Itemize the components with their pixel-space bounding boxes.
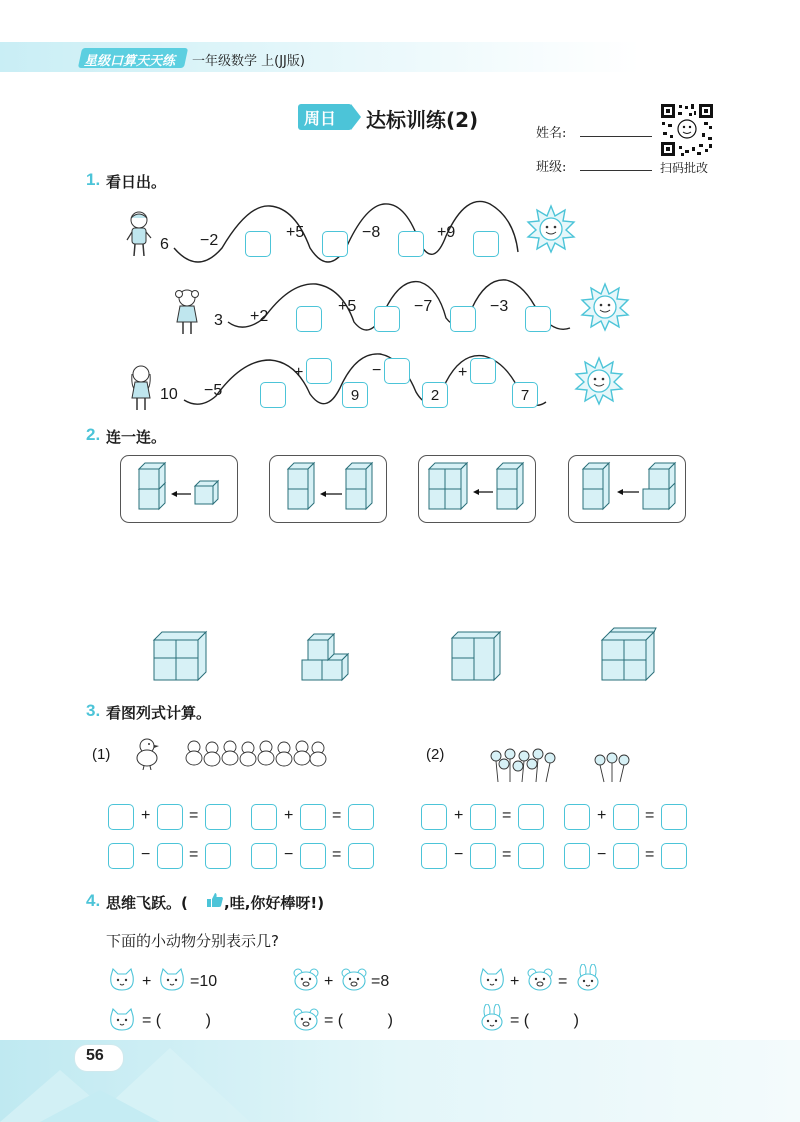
plus-sign: + — [510, 973, 520, 990]
row1-answer-box-4[interactable] — [473, 231, 499, 257]
eq-box[interactable] — [300, 843, 326, 869]
eq2-result: =8 — [371, 973, 390, 990]
eq-box[interactable] — [661, 843, 687, 869]
eq-box[interactable] — [421, 843, 447, 869]
name-label: 姓名: — [536, 126, 567, 141]
row2-answer-box-4[interactable] — [525, 306, 551, 332]
equals-sign: = — [189, 846, 199, 863]
match-card-3[interactable] — [418, 455, 536, 523]
rabbit-answer[interactable]: = ( ) — [510, 1012, 579, 1029]
row2-start: 3 — [214, 312, 223, 329]
row1-answer-box-3[interactable] — [398, 231, 424, 257]
chick-group-icon — [184, 738, 328, 770]
qr-code-icon[interactable] — [659, 102, 715, 158]
bear-face-icon — [292, 968, 320, 992]
eq-box[interactable] — [470, 804, 496, 830]
eq-box[interactable] — [300, 804, 326, 830]
plus-sign: + — [284, 807, 294, 824]
chick-icon — [134, 736, 160, 770]
section4-number: 4. — [86, 891, 101, 910]
row2-answer-box-1[interactable] — [296, 306, 322, 332]
row3-sign3: + — [458, 364, 468, 381]
eq-box[interactable] — [613, 804, 639, 830]
bear-face-icon — [526, 968, 554, 992]
eq-box[interactable] — [205, 843, 231, 869]
child-girl-icon — [172, 288, 202, 338]
cat-answer[interactable]: = ( ) — [142, 1012, 211, 1029]
thumbs-up-icon — [206, 892, 224, 908]
row3-op-box-2[interactable] — [384, 358, 410, 384]
eq-box[interactable] — [348, 843, 374, 869]
row3-given-1: 9 — [342, 382, 368, 408]
match-card-1[interactable] — [120, 455, 238, 523]
eq-box[interactable] — [157, 804, 183, 830]
equals-sign: = — [332, 846, 342, 863]
row1-op1: −2 — [200, 232, 219, 249]
sun-icon — [574, 356, 624, 406]
section3-number: 3. — [86, 701, 101, 720]
equals-sign: = — [502, 846, 512, 863]
eq-box[interactable] — [421, 804, 447, 830]
section3-title: 看图列式计算。 — [106, 704, 212, 722]
row1-start: 6 — [160, 236, 169, 253]
class-line[interactable] — [580, 170, 652, 171]
rabbit-face-icon — [574, 964, 602, 992]
equals-sign: = — [332, 807, 342, 824]
eq-box[interactable] — [108, 804, 134, 830]
row3-answer-box-1[interactable] — [260, 382, 286, 408]
page-number: 56 — [86, 1047, 104, 1064]
eq-box[interactable] — [348, 804, 374, 830]
row3-start: 10 — [160, 386, 178, 403]
minus-sign: − — [284, 846, 294, 863]
section1-number: 1. — [86, 170, 101, 189]
row2-op2: +5 — [338, 298, 357, 315]
equals-sign: = — [189, 807, 199, 824]
name-line[interactable] — [580, 136, 652, 137]
flower-group-icon — [592, 752, 632, 784]
row3-given-2: 2 — [422, 382, 448, 408]
eq-box[interactable] — [518, 804, 544, 830]
eq-box[interactable] — [205, 804, 231, 830]
bear-answer[interactable]: = ( ) — [324, 1012, 393, 1029]
plus-sign: + — [142, 973, 152, 990]
row3-op1: −5 — [204, 382, 223, 399]
eq-box[interactable] — [613, 843, 639, 869]
row3-op-box-3[interactable] — [470, 358, 496, 384]
eq-box[interactable] — [518, 843, 544, 869]
section4-title-rest: ,哇,你好棒呀!) — [224, 894, 325, 912]
sun-icon — [580, 282, 630, 332]
eq-box[interactable] — [564, 804, 590, 830]
row1-op2: +5 — [286, 224, 305, 241]
cat-face-icon — [158, 968, 186, 992]
section4-title: 思维飞跃。( — [106, 894, 188, 912]
row1-op4: +9 — [437, 224, 456, 241]
row1-answer-box-1[interactable] — [245, 231, 271, 257]
row2-op1: +2 — [250, 308, 269, 325]
row3-sign1: + — [294, 364, 304, 381]
scan-label: 扫码批改 — [660, 161, 709, 175]
sun-icon — [526, 204, 576, 254]
match-card-2[interactable] — [269, 455, 387, 523]
eq1-result: =10 — [190, 973, 218, 990]
bear-face-icon — [340, 968, 368, 992]
eq-box[interactable] — [564, 843, 590, 869]
header-series: 星级口算天天练 — [84, 54, 176, 69]
plus-sign: + — [597, 807, 607, 824]
class-label: 班级: — [536, 160, 567, 175]
plus-sign: + — [454, 807, 464, 824]
cat-face-icon — [108, 968, 136, 992]
rabbit-face-icon — [478, 1004, 506, 1032]
child-girl-icon — [126, 364, 156, 414]
plus-sign: + — [141, 807, 151, 824]
row3-sign2: − — [372, 362, 382, 379]
section2-number: 2. — [86, 425, 101, 444]
header-grade: 一年级数学 上(JJ版) — [192, 54, 305, 69]
equals-sign: = — [645, 807, 655, 824]
plus-sign: + — [324, 973, 334, 990]
part1-label: (1) — [92, 746, 111, 763]
minus-sign: − — [597, 846, 607, 863]
cube-group-c[interactable] — [448, 628, 504, 684]
row1-op3: −8 — [362, 224, 381, 241]
section2-title: 连一连。 — [106, 428, 167, 446]
flower-group-icon — [486, 748, 558, 784]
row1-answer-box-2[interactable] — [322, 231, 348, 257]
eq-box[interactable] — [251, 804, 277, 830]
cat-face-icon — [478, 968, 506, 992]
eq-box[interactable] — [251, 843, 277, 869]
cube-group-a[interactable] — [150, 628, 210, 684]
equals-sign: = — [502, 807, 512, 824]
title-badge: 周日 — [304, 109, 337, 128]
row2-answer-box-2[interactable] — [374, 306, 400, 332]
title-badge-arrow — [351, 104, 361, 130]
bear-face-icon — [292, 1008, 320, 1032]
row2-op3: −7 — [414, 298, 433, 315]
row3-given-3: 7 — [512, 382, 538, 408]
eq-box[interactable] — [661, 804, 687, 830]
eq3-equals: = — [558, 973, 568, 990]
minus-sign: − — [141, 846, 151, 863]
eq-box[interactable] — [470, 843, 496, 869]
match-card-4[interactable] — [568, 455, 686, 523]
row2-answer-box-3[interactable] — [450, 306, 476, 332]
row2-op4: −3 — [490, 298, 509, 315]
eq-box[interactable] — [157, 843, 183, 869]
cube-group-b[interactable] — [298, 630, 354, 684]
minus-sign: − — [454, 846, 464, 863]
cube-group-d[interactable] — [598, 624, 660, 684]
eq-box[interactable] — [108, 843, 134, 869]
child-boy-icon — [124, 210, 154, 260]
section1-title: 看日出。 — [106, 173, 167, 191]
page-title: 达标训练(2) — [366, 108, 479, 132]
section4-subtitle: 下面的小动物分别表示几? — [106, 932, 279, 950]
part2-label: (2) — [426, 746, 445, 763]
equals-sign: = — [645, 846, 655, 863]
row3-op-box-1[interactable] — [306, 358, 332, 384]
cat-face-icon — [108, 1008, 136, 1032]
